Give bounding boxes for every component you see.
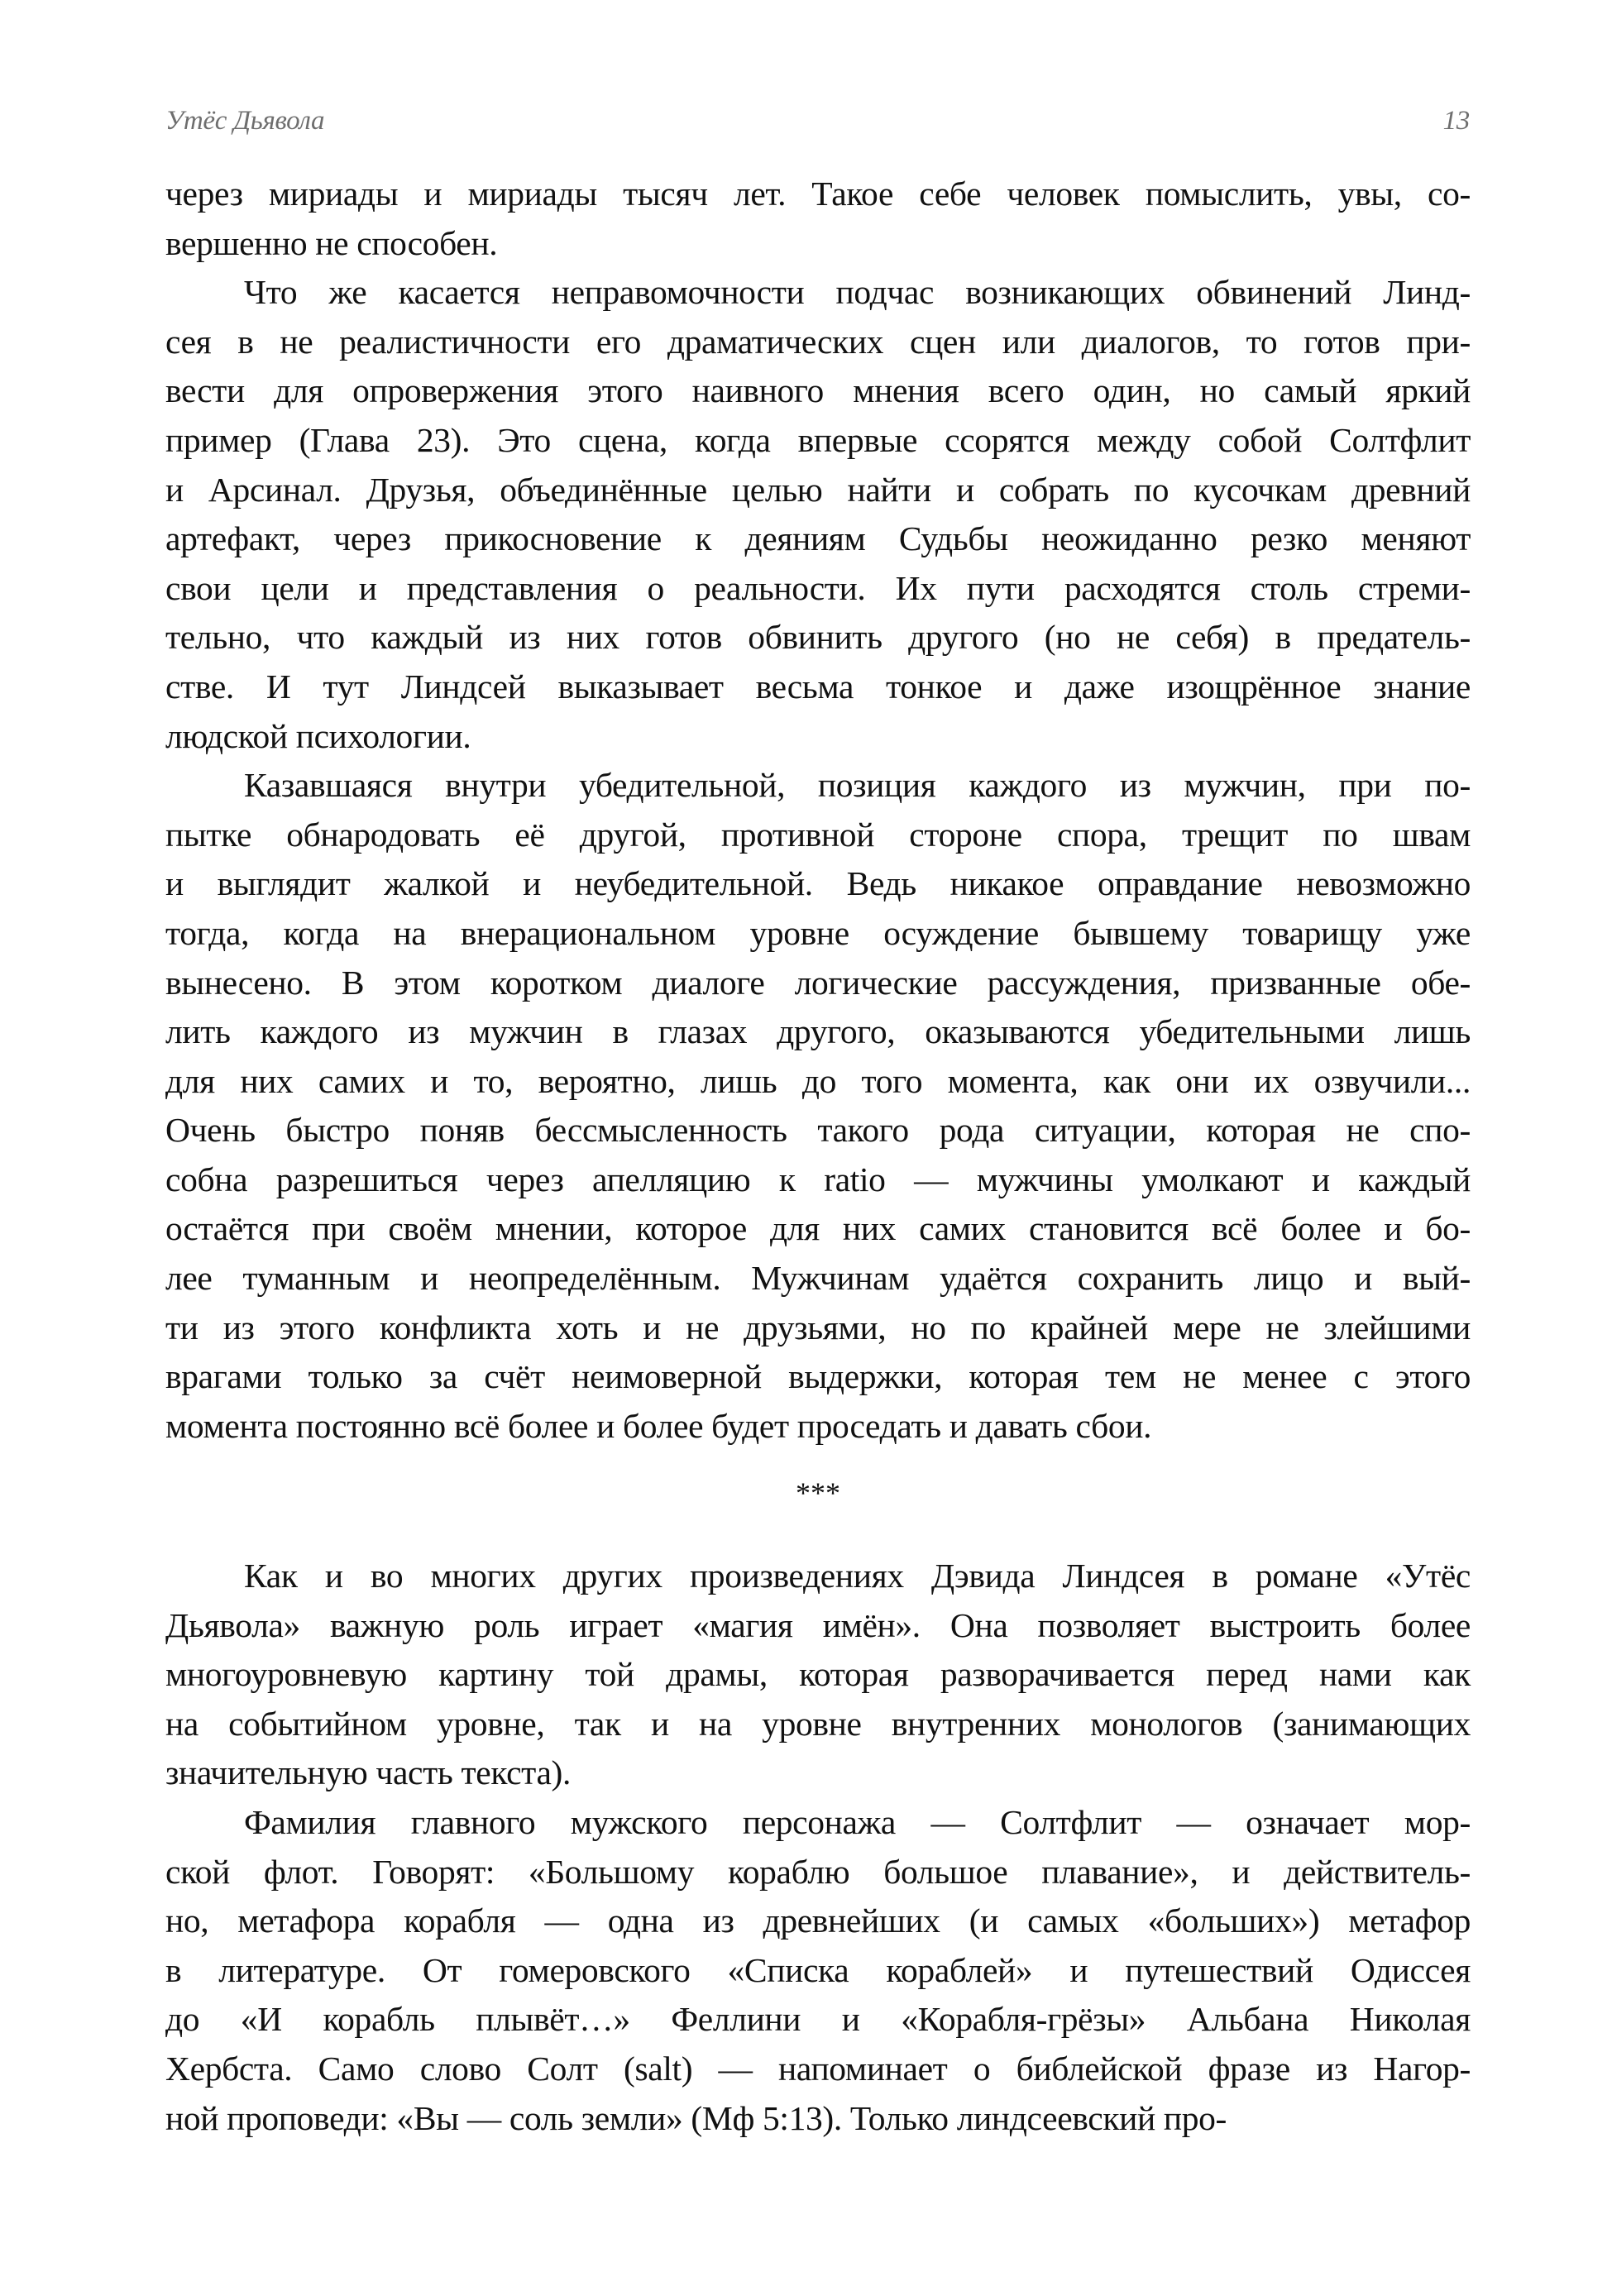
text-line: многоуровневую картину той драмы, которая разворачивается перед нами как bbox=[165, 1655, 1471, 1694]
text-line: вести для опровержения этого наивного мнения всего один, но самый яркий bbox=[165, 371, 1471, 410]
text-line: Очень быстро поняв бессмысленность такого рода ситуации, которая не спо- bbox=[165, 1111, 1471, 1150]
text-line: пример (Глава 23). Это сцена, когда впервые ссорятся между собой Солтфлит bbox=[165, 420, 1471, 459]
text-line: и выглядит жалкой и неубедительной. Ведь никакое оправдание невозможно bbox=[165, 864, 1471, 903]
running-head bbox=[165, 106, 1470, 147]
paragraph bbox=[165, 1552, 1471, 1798]
paragraph bbox=[165, 1798, 1471, 2143]
paragraph bbox=[165, 761, 1471, 1451]
text-line: Казавшаяся внутри убедительной, позиция каждого из мужчин, при по- bbox=[244, 766, 1471, 805]
text-line: вынесено. В этом коротком диалоге логические рассуждения, призванные обе- bbox=[165, 963, 1471, 1002]
text-line: пытке обнародовать её другой, противной стороне спора, трещит по швам bbox=[165, 815, 1471, 854]
text-line: и Арсинал. Друзья, объединённые целью найти и собрать по кусочкам древний bbox=[165, 470, 1471, 509]
text-line: в литературе. От гомеровского «Списка кораблей» и путешествий Одиссея bbox=[165, 1950, 1471, 1989]
section-break: *** bbox=[796, 1476, 840, 1510]
text-line: лить каждого из мужчин в глазах другого, оказываются убедительными лишь bbox=[165, 1012, 1471, 1051]
paragraph bbox=[165, 170, 1471, 268]
text-line: Как и во многих других произведениях Дэвида Линдсея в романе «Утёс bbox=[244, 1557, 1471, 1595]
text-line: Фамилия главного мужского персонажа — Солтфлит — означает мор- bbox=[244, 1803, 1471, 1841]
text-line: ной проповеди: «Вы — соль земли» (Мф 5:13). Только линдсеевский про- bbox=[165, 2098, 1227, 2137]
text-line: Дьявола» важную роль играет «магия имён». Она позволяет выстроить более bbox=[165, 1605, 1471, 1644]
text-line: ской флот. Говорят: «Большому кораблю большое плавание», и действитель- bbox=[165, 1852, 1471, 1891]
text-line: людской психологии. bbox=[165, 716, 471, 755]
text-line: Хербста. Само слово Солт (salt) — напоминает о библейской фразе из Нагор- bbox=[165, 2049, 1471, 2088]
text-line: врагами только за счёт неимоверной выдержки, которая тем не менее с этого bbox=[165, 1357, 1471, 1396]
running-head-title: Утёс Дьявола bbox=[165, 106, 325, 136]
text-line: значительную часть текста). bbox=[165, 1753, 572, 1792]
text-line: собна разрешиться через апелляцию к ratio — мужчины умолкают и каждый bbox=[165, 1160, 1471, 1198]
text-line: стве. И тут Линдсей выказывает весьма тонкое и даже изощрённое знание bbox=[165, 667, 1471, 706]
text-line: лее туманным и неопределённым. Мужчинам удаётся сохранить лицо и вый- bbox=[165, 1259, 1471, 1298]
text-line: тогда, когда на внерациональном уровне осуждение бывшему товарищу уже bbox=[165, 913, 1471, 952]
text-line: Что же касается неправомочности подчас возникающих обвинений Линд- bbox=[244, 273, 1471, 312]
text-line: остаётся при своём мнении, которое для них самих становится всё более и бо- bbox=[165, 1209, 1471, 1248]
page-number: 13 bbox=[1442, 106, 1470, 136]
text-line: момента постоянно всё более и более будет проседать и давать сбои. bbox=[165, 1406, 1152, 1445]
text-line: тельно, что каждый из них готов обвинить другого (но не себя) в предатель- bbox=[165, 618, 1471, 657]
paragraph bbox=[165, 268, 1471, 761]
text-line: для них самих и то, вероятно, лишь до того момента, как они их озвучили... bbox=[165, 1061, 1471, 1100]
text-line: но, метафора корабля — одна из древнейших (и самых «больших») метафор bbox=[165, 1901, 1471, 1940]
text-line: на событийном уровне, так и на уровне внутренних монологов (занимающих bbox=[165, 1704, 1471, 1743]
text-line: через мириады и мириады тысяч лет. Такое себе человек помыслить, увы, со- bbox=[165, 175, 1471, 213]
text-line: артефакт, через прикосновение к деяниям Судьбы неожиданно резко меняют bbox=[165, 519, 1471, 558]
text-line: сея в не реалистичности его драматических сцен или диалогов, то готов при- bbox=[165, 322, 1471, 361]
text-line: ти из этого конфликта хоть и не друзьями, но по крайней мере не злейшими bbox=[165, 1308, 1471, 1347]
text-line: до «И корабль плывёт…» Феллини и «Корабля-грёзы» Альбана Николая bbox=[165, 2000, 1471, 2039]
text-line: вершенно не способен. bbox=[165, 223, 498, 262]
body-text bbox=[165, 170, 1471, 2143]
text-line: свои цели и представления о реальности. Их пути расходятся столь стреми- bbox=[165, 568, 1471, 607]
